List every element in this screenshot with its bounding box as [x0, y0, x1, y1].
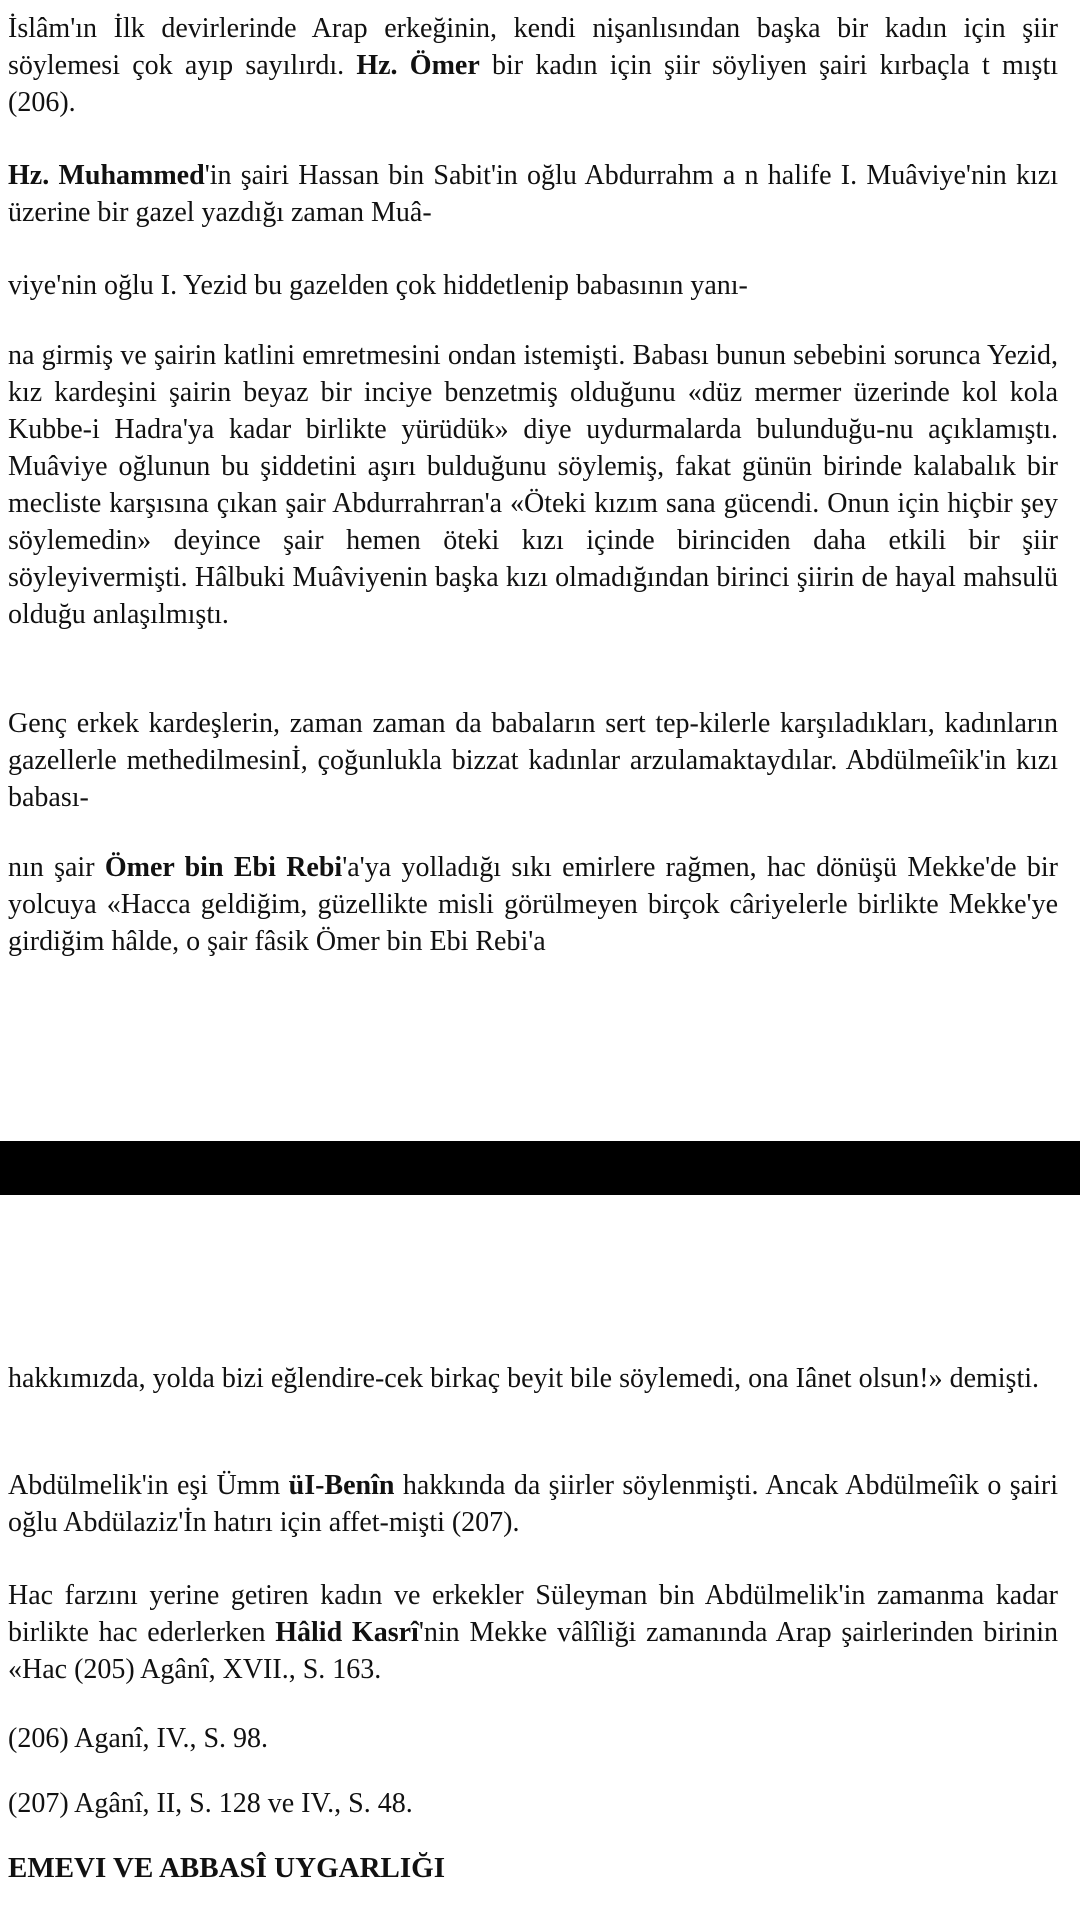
paragraph-9: [8, 1577, 1058, 1688]
text: Abdülmelik'in eşi Ümm: [8, 1470, 289, 1501]
footnote-text: (207) Agânî, II, S. 128 ve IV., S. 48.: [8, 1788, 413, 1819]
text: 'in şairi Hassan bin Sabit'in oğlu Abdurrahm a n halife I. Muâviye'nin kızı üzerine bir gazel yazdığı zaman Muâ-: [8, 160, 1058, 228]
section-heading: EMEVI VE ABBASÎ UYGARLIĞI: [8, 1852, 445, 1884]
bold-name: üI-Benîn: [288, 1470, 395, 1501]
paragraph-2: [8, 157, 1058, 231]
paragraph-3: [8, 267, 1058, 304]
text: Hac farzını yerine getiren kadın ve erkekler Süleyman bin Abdülmelik'in zamanma kadar birlikte hac ederlerken: [8, 1580, 1058, 1648]
paragraph-5: [8, 705, 1058, 816]
paragraph-6: [8, 849, 1058, 960]
paragraph-7: [8, 1360, 1058, 1397]
text: hakkında da şiirler söylenmişti. Ancak Abdülmeîik o şairi oğlu Abdülaziz'İn hatırı için affet-mişti (207).: [8, 1470, 1058, 1538]
bold-name: Hz. Ömer: [356, 50, 480, 81]
paragraph-4: [8, 337, 1058, 633]
text: hakkımızda, yolda bizi eğlendire-cek birkaç beyit bile söylemedi, ona Iânet olsun!» demişti.: [8, 1363, 1040, 1394]
text: Genç erkek kardeşlerin, zaman zaman da babaların sert tep-kilerle karşıladıkları, kadınların gazellerle methedilmesinİ, çoğunlukla bizzat kadınlar arzulamaktaydılar. Abdülmeîik'in kızı babası-: [8, 708, 1058, 813]
paragraph-8: [8, 1467, 1058, 1541]
footnote-text: (206) Aganî, IV., S. 98.: [8, 1723, 269, 1754]
footnote-206: [8, 1720, 1058, 1757]
bold-name: Hâlid Kasrî: [275, 1617, 419, 1648]
page-separator-bar: [0, 1141, 1080, 1195]
text: bir kadın için şiir söyliyen şairi kırbaçla t mıştı (206).: [8, 50, 1059, 118]
footnote-207: [8, 1785, 1058, 1822]
text: İslâm'ın İlk devirlerinde Arap erkeğinin, kendi nişanlısından başka bir kadın için şiir söylemesi çok ayıp sayılırdı.: [8, 13, 1058, 81]
bold-name: Ömer bin Ebi Rebi: [104, 852, 343, 883]
paragraph-1: [8, 10, 1058, 121]
bold-name: Hz. Muhammed: [8, 160, 205, 191]
text: viye'nin oğlu I. Yezid bu gazelden çok hiddetlenip babasının yanı-: [8, 270, 748, 301]
text: 'a'ya yolladığı sıkı emirlere rağmen, hac dönüşü Mekke'de bir yolcuya «Hacca geldiğim, güzellikte misli görülmeyen birçok câriyelerle birlikte Mekke'ye girdiğim hâlde, o şair fâsik Ömer bin Ebi Rebi'a: [8, 852, 1058, 957]
text: nın şair: [8, 852, 105, 883]
text: 'nin Mekke vâlîliği zamanında Arap şairlerinden birinin «Hac (205) Agânî, XVII., S. 163.: [8, 1617, 1058, 1685]
text: na girmiş ve şairin katlini emretmesini ondan istemişti. Babası bunun sebebini sorunca Yezid, kız kardeşini şairin beyaz bir inciye benzetmiş olduğunu «düz mermer üzerinde kol kola Kubbe-i Hadra'ya kadar birlikte yürüdük» diye uydurmalarda bulunduğu-nu açıklamıştı. Muâviye oğlunun bu şiddetini aşırı bulduğunu söylemiş, fakat günün birinde kalabalık bir mecliste karşısına çıkan şair Abdurrahrran'a «Öteki kızım sana gücendi. Onun için hiçbir şey söylemedin» deyince şair hemen öteki kızı içinde birinciden daha etkili bir şiir söyleyivermişti. Hâlbuki Muâviyenin başka kızı olmadığından birinci şiirin de hayal mahsulü olduğu anlaşılmıştı.: [8, 340, 1058, 630]
